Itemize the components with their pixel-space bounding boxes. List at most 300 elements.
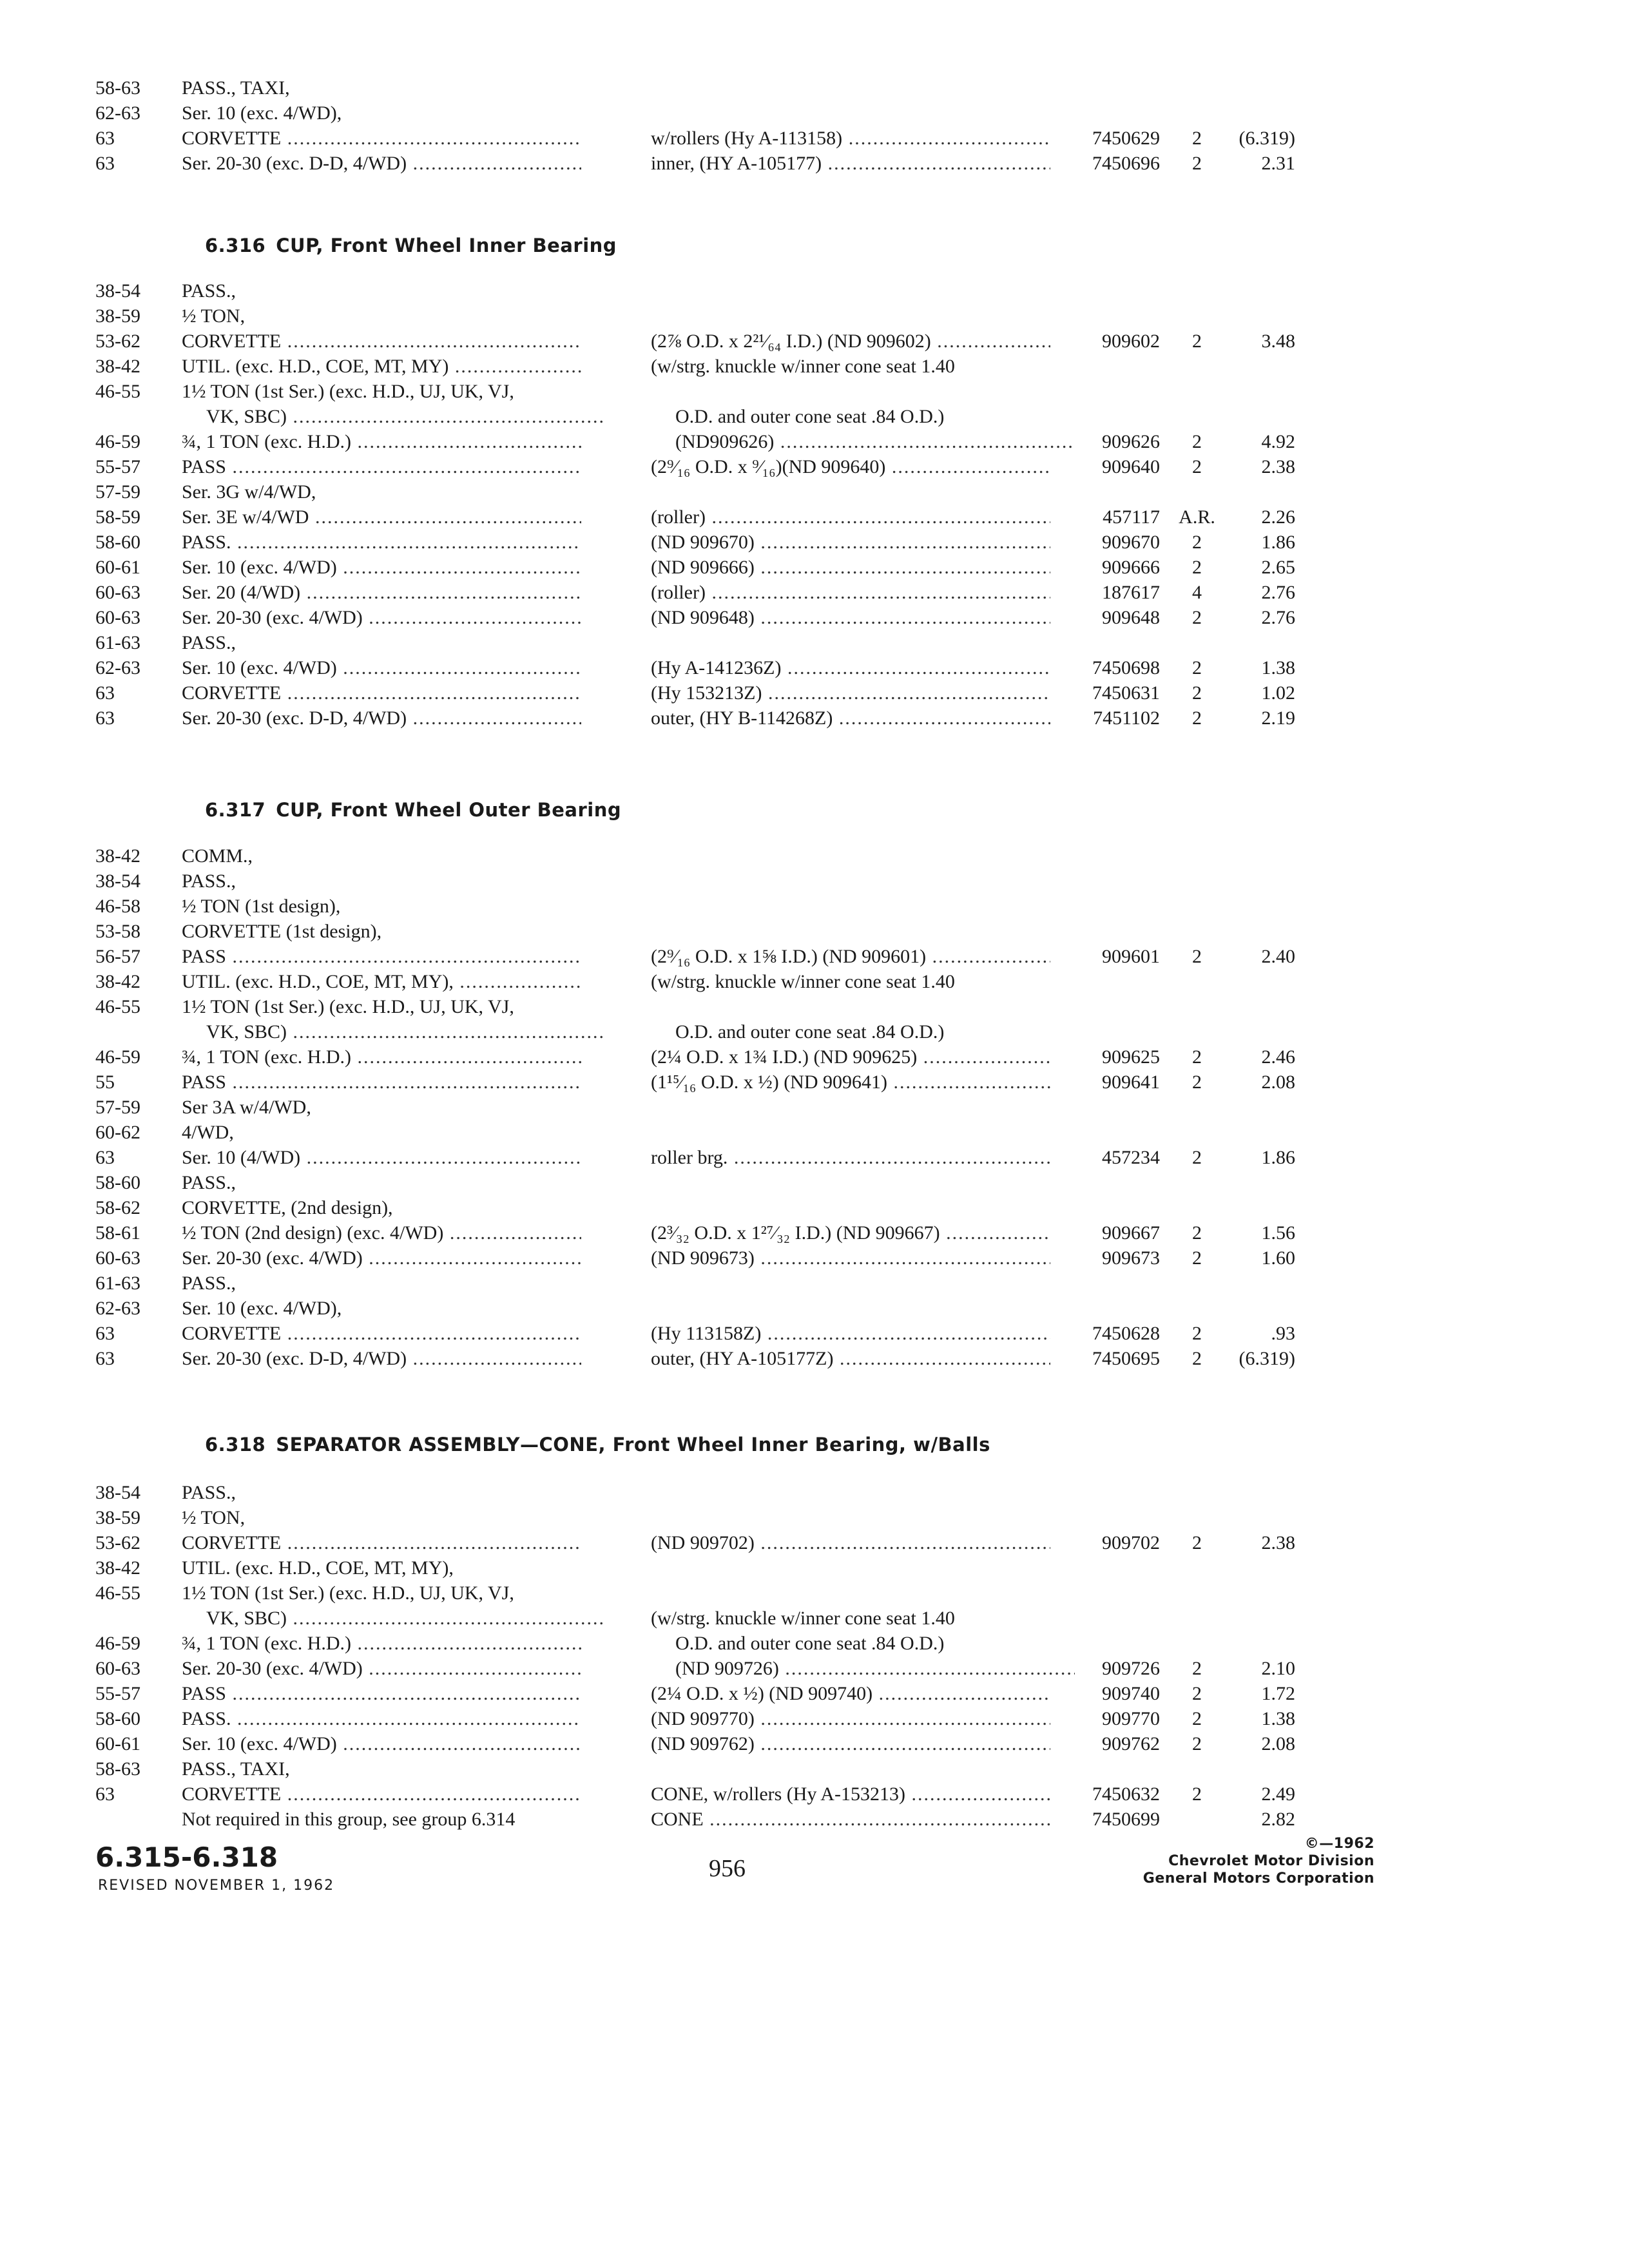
model-years: 58-60 <box>95 1708 140 1729</box>
model-years: 60-62 <box>95 1122 140 1143</box>
application: Ser. 20-30 (exc. 4/WD) ..... <box>182 1656 581 1682</box>
part-number: 909666 <box>1102 557 1160 578</box>
part-number: 7450698 <box>1092 657 1160 678</box>
application: VK, SBC) ..... <box>182 1019 606 1045</box>
application: 1½ TON (1st Ser.) (exc. H.D., UJ, UK, VJ, <box>182 381 514 402</box>
quantity: 2 <box>1192 1532 1202 1553</box>
part-number: 909648 <box>1102 607 1160 628</box>
list-price: 1.02 <box>1261 682 1295 704</box>
application: CORVETTE (1st design), <box>182 921 382 942</box>
quantity: 2 <box>1192 1247 1202 1269</box>
model-years: 46-59 <box>95 1046 140 1068</box>
model-years: 58-59 <box>95 506 140 528</box>
section-heading <box>205 235 617 256</box>
model-years: 63 <box>95 1323 115 1344</box>
model-years: 55-57 <box>95 456 140 477</box>
model-years: 58-63 <box>95 1758 140 1780</box>
copyright: ©—1962 <box>1304 1836 1374 1852</box>
part-number: 7450631 <box>1092 682 1160 704</box>
table-row <box>0 1070 1629 1095</box>
description: O.D. and outer cone seat .84 O.D.) <box>675 1633 945 1654</box>
table-row <box>0 151 1629 177</box>
application: CORVETTE ..... <box>182 680 581 706</box>
list-price: 2.08 <box>1261 1072 1295 1093</box>
application: PASS., <box>182 870 236 892</box>
publisher-block <box>1143 1835 1374 1887</box>
model-years: 46-55 <box>95 1582 140 1604</box>
table-row <box>0 303 1629 329</box>
description: (ND 909670) ..... <box>651 530 1050 555</box>
table-row <box>0 429 1629 455</box>
table-row <box>0 354 1629 380</box>
table-row <box>0 329 1629 354</box>
list-price: 1.60 <box>1261 1247 1295 1269</box>
quantity: 2 <box>1192 1046 1202 1068</box>
part-number: 457117 <box>1103 506 1160 528</box>
model-years: 46-59 <box>95 431 140 452</box>
table-row <box>0 530 1629 555</box>
group-range: 6.315-6.318 <box>95 1841 278 1873</box>
description: roller brg. ..... <box>651 1145 1050 1171</box>
description: (ND 909666) ..... <box>651 555 1050 581</box>
table-row <box>0 655 1629 681</box>
application: ½ TON, <box>182 305 246 327</box>
model-years: 53-58 <box>95 921 140 942</box>
application: ¾, 1 TON (exc. H.D.) ..... <box>182 1631 581 1657</box>
table-row <box>0 1220 1629 1246</box>
table-row <box>0 1296 1629 1321</box>
part-number: 7450699 <box>1092 1809 1160 1830</box>
part-number: 909670 <box>1102 532 1160 553</box>
model-years: 63 <box>95 1783 115 1805</box>
table-row <box>0 1807 1629 1832</box>
table-row <box>0 1782 1629 1807</box>
table-row <box>0 919 1629 945</box>
application: VK, SBC) ..... <box>182 1606 606 1631</box>
description: w/rollers (Hy A-113158) ..... <box>651 126 1050 151</box>
model-years: 38-42 <box>95 971 140 992</box>
part-number: 7450632 <box>1092 1783 1160 1805</box>
quantity: A.R. <box>1179 506 1215 528</box>
model-years: 60-61 <box>95 1733 140 1754</box>
table-row <box>0 1581 1629 1606</box>
quantity: 2 <box>1192 657 1202 678</box>
list-price: 2.10 <box>1261 1658 1295 1679</box>
corporation-name: General Motors Corporation <box>1142 1870 1374 1887</box>
application: PASS., <box>182 1273 236 1294</box>
quantity: 2 <box>1192 1658 1202 1679</box>
table-row <box>0 1321 1629 1347</box>
quantity: 4 <box>1192 582 1202 603</box>
table-row <box>0 1756 1629 1782</box>
list-price: .93 <box>1271 1323 1295 1344</box>
quantity: 2 <box>1192 1348 1202 1369</box>
application: CORVETTE ..... <box>182 329 581 354</box>
table-row <box>0 555 1629 581</box>
model-years: 38-59 <box>95 1507 140 1528</box>
part-number: 909740 <box>1102 1683 1160 1704</box>
table-row <box>0 680 1629 706</box>
list-price: (6.319) <box>1239 128 1295 149</box>
application: PASS ..... <box>182 944 581 970</box>
list-price: 2.76 <box>1261 607 1295 628</box>
table-row <box>0 1245 1629 1271</box>
model-years: 56-57 <box>95 946 140 967</box>
table-row <box>0 1019 1629 1045</box>
application: PASS. ..... <box>182 530 581 555</box>
quantity: 2 <box>1192 946 1202 967</box>
section-number: 6.316 <box>205 235 266 256</box>
section-number: 6.318 <box>205 1434 266 1456</box>
section-title: CUP, Front Wheel Outer Bearing <box>276 799 622 821</box>
description: outer, (HY B-114268Z) ..... <box>651 706 1050 731</box>
quantity: 2 <box>1192 1683 1202 1704</box>
quantity: 2 <box>1192 153 1202 174</box>
model-years: 63 <box>95 128 115 149</box>
revision-date: REVISED NOVEMBER 1, 1962 <box>98 1878 335 1894</box>
application: PASS. ..... <box>182 1706 581 1732</box>
table-row <box>0 894 1629 919</box>
table-row <box>0 1505 1629 1531</box>
description: (ND 909702) ..... <box>651 1530 1050 1556</box>
part-number: 909641 <box>1102 1072 1160 1093</box>
page-number: 956 <box>709 1855 746 1882</box>
application: Ser. 3E w/4/WD ..... <box>182 505 581 530</box>
description: O.D. and outer cone seat .84 O.D.) <box>675 406 945 427</box>
application: Ser. 20-30 (exc. D-D, 4/WD) ..... <box>182 151 581 177</box>
description: inner, (HY A-105177) ..... <box>651 151 1050 177</box>
application: PASS ..... <box>182 1681 581 1707</box>
application: UTIL. (exc. H.D., COE, MT, MY) ..... <box>182 354 581 380</box>
list-price: 2.49 <box>1261 1783 1295 1805</box>
application: UTIL. (exc. H.D., COE, MT, MY), <box>182 1557 454 1579</box>
model-years: 38-42 <box>95 1557 140 1579</box>
table-row <box>0 944 1629 970</box>
part-number: 7450628 <box>1092 1323 1160 1344</box>
table-row <box>0 1095 1629 1120</box>
part-number: 909667 <box>1102 1222 1160 1244</box>
table-row <box>0 969 1629 995</box>
table-row <box>0 454 1629 480</box>
model-years: 60-63 <box>95 582 140 603</box>
table-row <box>0 126 1629 151</box>
model-years: 58-62 <box>95 1197 140 1218</box>
application: PASS., <box>182 632 236 653</box>
description: (ND 909762) ..... <box>651 1731 1050 1757</box>
section-heading <box>205 1434 990 1456</box>
list-price: 2.76 <box>1261 582 1295 603</box>
table-row <box>0 1120 1629 1146</box>
application: Ser. 10 (exc. 4/WD) ..... <box>182 655 581 681</box>
model-years: 63 <box>95 682 115 704</box>
application: PASS., <box>182 1482 236 1503</box>
table-row <box>0 278 1629 304</box>
table-row <box>0 1145 1629 1171</box>
model-years: 62-63 <box>95 657 140 678</box>
part-number: 909726 <box>1102 1658 1160 1679</box>
application: Ser. 20-30 (exc. D-D, 4/WD) ..... <box>182 706 581 731</box>
quantity: 2 <box>1192 331 1202 352</box>
description: (Hy 113158Z) ..... <box>651 1321 1050 1347</box>
model-years: 63 <box>95 1348 115 1369</box>
table-row <box>0 1706 1629 1732</box>
description: (w/strg. knuckle w/inner cone seat 1.40 <box>651 971 955 992</box>
application: ½ TON, <box>182 1507 246 1528</box>
quantity: 2 <box>1192 1783 1202 1805</box>
table-row <box>0 1555 1629 1581</box>
model-years: 53-62 <box>95 331 140 352</box>
model-years: 38-42 <box>95 356 140 377</box>
section-number: 6.317 <box>205 799 266 821</box>
description: (ND 909648) ..... <box>651 605 1050 631</box>
application: Not required in this group, see group 6.314 <box>182 1809 516 1830</box>
application: ½ TON (2nd design) (exc. 4/WD) ..... <box>182 1220 581 1246</box>
part-number: 909762 <box>1102 1733 1160 1754</box>
quantity: 2 <box>1192 557 1202 578</box>
application: CORVETTE, (2nd design), <box>182 1197 393 1218</box>
application: ½ TON (1st design), <box>182 896 341 917</box>
list-price: 2.40 <box>1261 946 1295 967</box>
part-number: 187617 <box>1102 582 1160 603</box>
description: outer, (HY A-105177Z) ..... <box>651 1346 1050 1372</box>
list-price: 1.38 <box>1261 657 1295 678</box>
application: UTIL. (exc. H.D., COE, MT, MY), ..... <box>182 969 581 995</box>
part-number: 7450629 <box>1092 128 1160 149</box>
application: Ser. 3G w/4/WD, <box>182 481 316 503</box>
application: Ser. 10 (exc. 4/WD) ..... <box>182 1731 581 1757</box>
application: ¾, 1 TON (exc. H.D.) ..... <box>182 1044 581 1070</box>
division-name: Chevrolet Motor Division <box>1168 1853 1374 1869</box>
table-row <box>0 1731 1629 1757</box>
quantity: 2 <box>1192 707 1202 729</box>
model-years: 55-57 <box>95 1683 140 1704</box>
table-row <box>0 1044 1629 1070</box>
model-years: 38-54 <box>95 1482 140 1503</box>
quantity: 2 <box>1192 1323 1202 1344</box>
application: PASS., TAXI, <box>182 77 290 99</box>
list-price: 2.82 <box>1261 1809 1295 1830</box>
quantity: 2 <box>1192 532 1202 553</box>
description: (2³⁄₃₂ O.D. x 1²⁷⁄₃₂ I.D.) (ND 909667) ..... <box>651 1220 1050 1246</box>
table-row <box>0 1480 1629 1506</box>
description: (roller) ..... <box>651 580 1050 606</box>
description: O.D. and outer cone seat .84 O.D.) <box>675 1021 945 1043</box>
application: Ser. 20 (4/WD) ..... <box>182 580 581 606</box>
application: CORVETTE ..... <box>182 126 581 151</box>
model-years: 60-61 <box>95 557 140 578</box>
table-row <box>0 479 1629 505</box>
description: (ND909626) ..... <box>651 429 1075 455</box>
quantity: 2 <box>1192 128 1202 149</box>
application: CORVETTE ..... <box>182 1782 581 1807</box>
quantity: 2 <box>1192 431 1202 452</box>
application: Ser. 10 (4/WD) ..... <box>182 1145 581 1171</box>
list-price: 1.86 <box>1261 532 1295 553</box>
description: (2⁹⁄₁₆ O.D. x 1⅝ I.D.) (ND 909601) ..... <box>651 944 1050 970</box>
quantity: 2 <box>1192 1147 1202 1168</box>
list-price: 1.56 <box>1261 1222 1295 1244</box>
model-years: 58-60 <box>95 532 140 553</box>
list-price: 1.38 <box>1261 1708 1295 1729</box>
table-row <box>0 1681 1629 1707</box>
description: (Hy 153213Z) ..... <box>651 680 1050 706</box>
table-row <box>0 706 1629 731</box>
model-years: 38-54 <box>95 870 140 892</box>
model-years: 63 <box>95 707 115 729</box>
application: 1½ TON (1st Ser.) (exc. H.D., UJ, UK, VJ, <box>182 996 514 1017</box>
model-years: 63 <box>95 1147 115 1168</box>
model-years: 38-59 <box>95 305 140 327</box>
part-number: 909640 <box>1102 456 1160 477</box>
table-row <box>0 1530 1629 1556</box>
application: PASS., TAXI, <box>182 1758 290 1780</box>
part-number: 7450696 <box>1092 153 1160 174</box>
application: Ser. 10 (exc. 4/WD), <box>182 102 342 124</box>
model-years: 58-63 <box>95 77 140 99</box>
description: (roller) ..... <box>651 505 1050 530</box>
table-row <box>0 1656 1629 1682</box>
application: 1½ TON (1st Ser.) (exc. H.D., UJ, UK, VJ, <box>182 1582 514 1604</box>
application: Ser. 20-30 (exc. 4/WD) ..... <box>182 605 581 631</box>
application: Ser. 20-30 (exc. 4/WD) ..... <box>182 1245 581 1271</box>
description: (2¼ O.D. x 1¾ I.D.) (ND 909625) ..... <box>651 1044 1050 1070</box>
part-number: 909770 <box>1102 1708 1160 1729</box>
application: COMM., <box>182 845 253 867</box>
application: PASS., <box>182 1172 236 1193</box>
description: CONE ..... <box>651 1807 1050 1832</box>
application: PASS ..... <box>182 1070 581 1095</box>
list-price: 2.46 <box>1261 1046 1295 1068</box>
application: Ser. 20-30 (exc. D-D, 4/WD) ..... <box>182 1346 581 1372</box>
section-heading <box>205 799 621 821</box>
part-number: 7451102 <box>1093 707 1160 729</box>
model-years: 57-59 <box>95 481 140 503</box>
table-row <box>0 1631 1629 1657</box>
model-years: 57-59 <box>95 1097 140 1118</box>
application: ¾, 1 TON (exc. H.D.) ..... <box>182 429 581 455</box>
description: (2⅞ O.D. x 2²¹⁄₆₄ I.D.) (ND 909602) ..... <box>651 329 1050 354</box>
model-years: 61-63 <box>95 1273 140 1294</box>
model-years: 62-63 <box>95 102 140 124</box>
table-row <box>0 101 1629 126</box>
model-years: 58-60 <box>95 1172 140 1193</box>
model-years: 61-63 <box>95 632 140 653</box>
application: Ser. 10 (exc. 4/WD), <box>182 1298 342 1319</box>
table-row <box>0 1170 1629 1196</box>
description: (ND 909673) ..... <box>651 1245 1050 1271</box>
list-price: 2.38 <box>1261 456 1295 477</box>
description: (2⁹⁄₁₆ O.D. x ⁹⁄₁₆)(ND 909640) ..... <box>651 454 1050 480</box>
section-title: SEPARATOR ASSEMBLY—CONE, Front Wheel Inner Bearing, w/Balls <box>276 1434 990 1456</box>
list-price: 2.26 <box>1261 506 1295 528</box>
section-title: CUP, Front Wheel Inner Bearing <box>276 235 617 256</box>
list-price: 2.08 <box>1261 1733 1295 1754</box>
model-years: 58-61 <box>95 1222 140 1244</box>
quantity: 2 <box>1192 682 1202 704</box>
list-price: 2.31 <box>1261 153 1295 174</box>
description: (1¹⁵⁄₁₆ O.D. x ½) (ND 909641) ..... <box>651 1070 1050 1095</box>
model-years: 38-54 <box>95 280 140 302</box>
model-years: 63 <box>95 153 115 174</box>
list-price: 1.86 <box>1261 1147 1295 1168</box>
model-years: 62-63 <box>95 1298 140 1319</box>
quantity: 2 <box>1192 1072 1202 1093</box>
table-row <box>0 1271 1629 1296</box>
table-row <box>0 605 1629 631</box>
application: CORVETTE ..... <box>182 1321 581 1347</box>
quantity: 2 <box>1192 1733 1202 1754</box>
description: CONE, w/rollers (Hy A-153213) ..... <box>651 1782 1050 1807</box>
table-row <box>0 1606 1629 1631</box>
list-price: 2.65 <box>1261 557 1295 578</box>
table-row <box>0 994 1629 1020</box>
model-years: 46-55 <box>95 996 140 1017</box>
table-row <box>0 869 1629 894</box>
model-years: 46-59 <box>95 1633 140 1654</box>
list-price: 3.48 <box>1261 331 1295 352</box>
description: (2¼ O.D. x ½) (ND 909740) ..... <box>651 1681 1050 1707</box>
list-price: 1.72 <box>1261 1683 1295 1704</box>
table-row <box>0 505 1629 530</box>
part-number: 7450695 <box>1092 1348 1160 1369</box>
model-years: 60-63 <box>95 1658 140 1679</box>
table-row <box>0 75 1629 101</box>
table-row <box>0 580 1629 606</box>
table-row <box>0 630 1629 656</box>
model-years: 38-42 <box>95 845 140 867</box>
table-row <box>0 1346 1629 1372</box>
application: PASS., <box>182 280 236 302</box>
application: Ser 3A w/4/WD, <box>182 1097 311 1118</box>
quantity: 2 <box>1192 1708 1202 1729</box>
list-price: 2.19 <box>1261 707 1295 729</box>
description: (w/strg. knuckle w/inner cone seat 1.40 <box>651 356 955 377</box>
list-price: 4.92 <box>1261 431 1295 452</box>
application: CORVETTE ..... <box>182 1530 581 1556</box>
part-number: 909602 <box>1102 331 1160 352</box>
model-years: 60-63 <box>95 607 140 628</box>
model-years: 55 <box>95 1072 115 1093</box>
part-number: 909673 <box>1102 1247 1160 1269</box>
application: 4/WD, <box>182 1122 234 1143</box>
part-number: 909702 <box>1102 1532 1160 1553</box>
quantity: 2 <box>1192 607 1202 628</box>
part-number: 457234 <box>1102 1147 1160 1168</box>
model-years: 60-63 <box>95 1247 140 1269</box>
application: PASS ..... <box>182 454 581 480</box>
table-row <box>0 843 1629 869</box>
table-row <box>0 379 1629 405</box>
description: (ND 909726) ..... <box>651 1656 1075 1682</box>
list-price: 2.38 <box>1261 1532 1295 1553</box>
part-number: 909601 <box>1102 946 1160 967</box>
part-number: 909626 <box>1102 431 1160 452</box>
model-years: 46-55 <box>95 381 140 402</box>
application: Ser. 10 (exc. 4/WD) ..... <box>182 555 581 581</box>
application: VK, SBC) ..... <box>182 404 606 430</box>
description: (ND 909770) ..... <box>651 1706 1050 1732</box>
quantity: 2 <box>1192 1222 1202 1244</box>
model-years: 53-62 <box>95 1532 140 1553</box>
description: (Hy A-141236Z) ..... <box>651 655 1050 681</box>
description: (w/strg. knuckle w/inner cone seat 1.40 <box>651 1608 955 1629</box>
table-row <box>0 1195 1629 1221</box>
part-number: 909625 <box>1102 1046 1160 1068</box>
quantity: 2 <box>1192 456 1202 477</box>
model-years: 46-58 <box>95 896 140 917</box>
list-price: (6.319) <box>1239 1348 1295 1369</box>
table-row <box>0 404 1629 430</box>
